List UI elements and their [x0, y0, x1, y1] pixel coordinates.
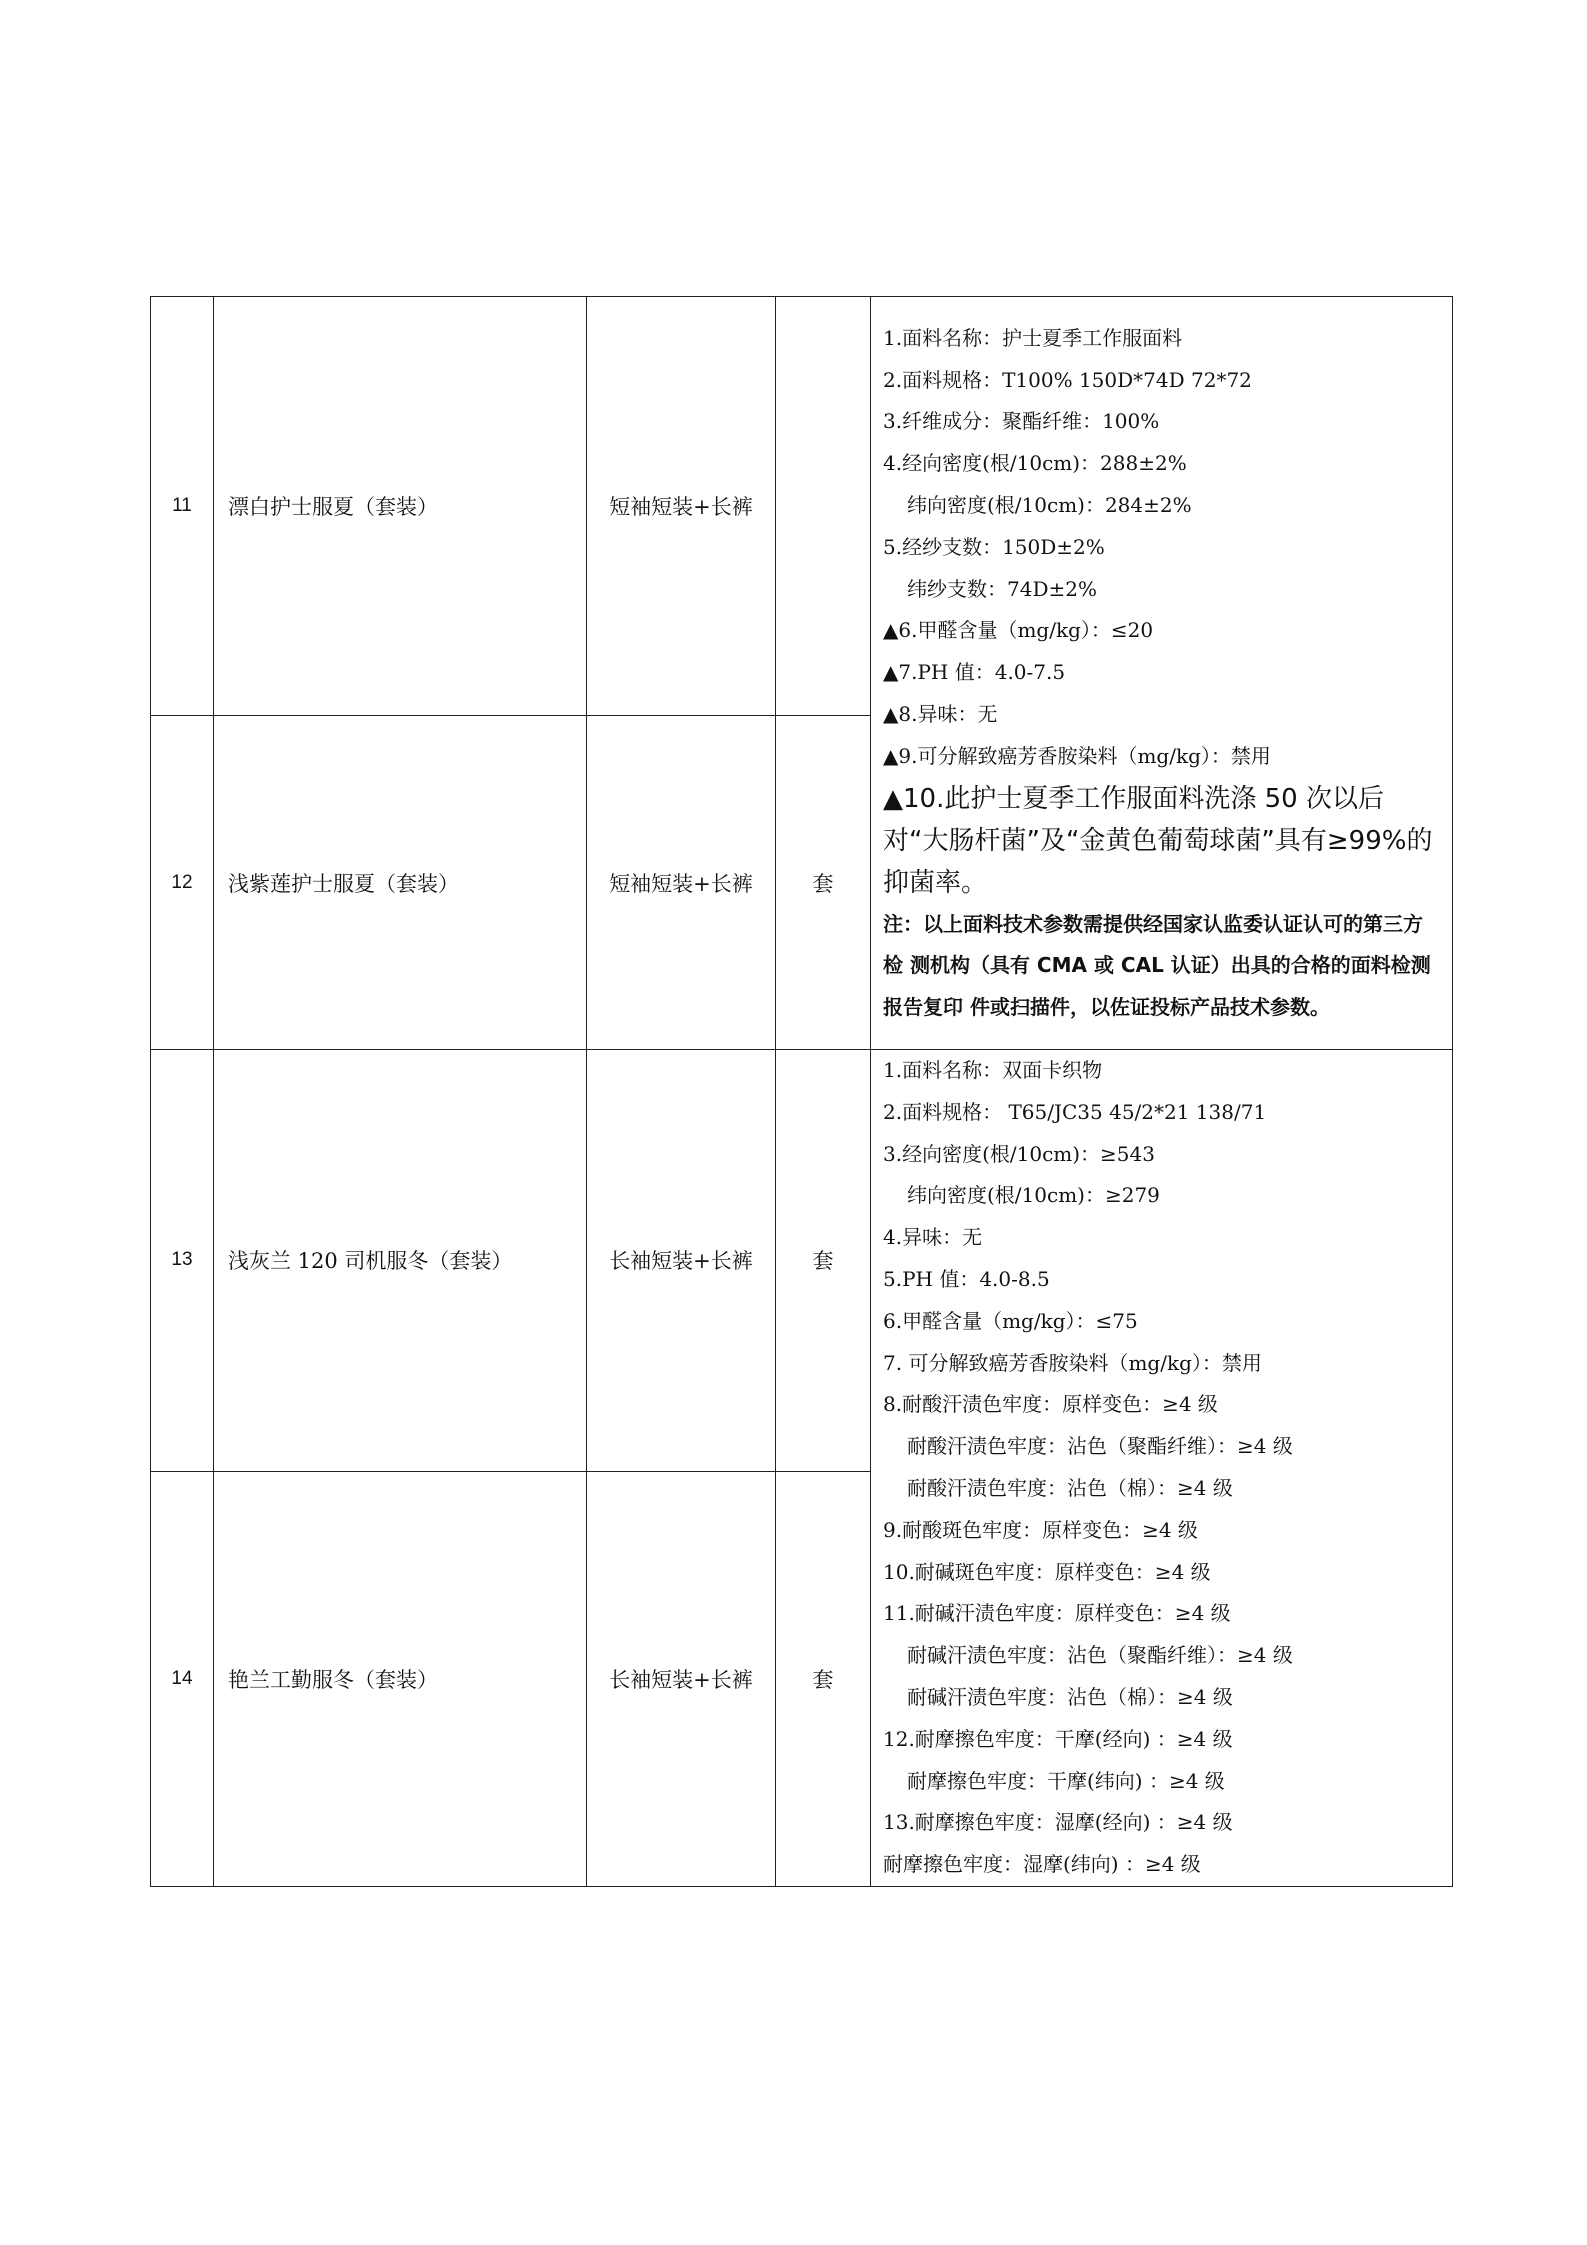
- item-unit: 套: [776, 716, 871, 1050]
- test-report-note: 注：以上面料技术参数需提供经国家认监委认证认可的第三方检 测机构（具有 CMA 或 CAL 认证）出具的合格的面料检测报告复印 件或扫描件，以佐证投标产品技术参数。: [883, 911, 1431, 1019]
- item-name: 浅灰兰 120 司机服冬（套装）: [214, 1050, 587, 1472]
- spec-line: 3.纤维成分：聚酯纤维：100%: [883, 409, 1160, 434]
- spec-cell-summer: [871, 297, 1453, 1050]
- row-number: 11: [151, 297, 214, 716]
- spec-line: 耐酸汗渍色牢度：沾色（棉）：≥4 级: [907, 1475, 1233, 1500]
- spec-line: 8.耐酸汗渍色牢度：原样变色：≥4 级: [883, 1392, 1218, 1417]
- spec-line: 耐碱汗渍色牢度：沾色（棉）：≥4 级: [907, 1684, 1233, 1709]
- table-row: [151, 1050, 1453, 1472]
- spec-line: 纬向密度(根/10cm)：284±2%: [907, 493, 1192, 518]
- spec-line: 1.面料名称：双面卡织物: [883, 1058, 1103, 1082]
- row-number: 12: [151, 716, 214, 1050]
- item-style: 长袖短装+长裤: [587, 1050, 776, 1472]
- item-name: 艳兰工勤服冬（套装）: [214, 1471, 587, 1886]
- spec-line: 2.面料规格：T100% 150D*74D 72*72: [883, 367, 1252, 392]
- antibacterial-requirement: ▲10.此护士夏季工作服面料洗涤 50 次以后对“大肠杆菌”及“金黄色葡萄球菌”具有≥99%的抑菌率。: [883, 783, 1433, 898]
- spec-line: ▲6.甲醛含量（mg/kg）：≤20: [883, 618, 1154, 643]
- spec-line: 13.耐摩擦色牢度：湿摩(经向) ：≥4 级: [883, 1810, 1233, 1835]
- spec-line: 12.耐摩擦色牢度：干摩(经向) ：≥4 级: [883, 1726, 1233, 1751]
- item-unit: 套: [776, 1050, 871, 1472]
- spec-line: 3.经向密度(根/10cm)：≥543: [883, 1141, 1155, 1166]
- row-number: 14: [151, 1471, 214, 1886]
- item-name: 浅紫莲护士服夏（套装）: [214, 716, 587, 1050]
- item-unit: 套: [776, 1471, 871, 1886]
- spec-line: 7. 可分解致癌芳香胺染料（mg/kg）：禁用: [883, 1350, 1262, 1375]
- item-style: 短袖短装+长裤: [587, 716, 776, 1050]
- spec-line: 耐酸汗渍色牢度：沾色（聚酯纤维）：≥4 级: [907, 1434, 1293, 1459]
- spec-line: 纬纱支数：74D±2%: [907, 576, 1097, 601]
- spec-line: 5.PH 值：4.0-8.5: [883, 1266, 1050, 1291]
- item-style: 短袖短装+长裤: [587, 297, 776, 716]
- spec-line: 耐摩擦色牢度：湿摩(纬向) ：≥4 级: [883, 1852, 1201, 1877]
- item-style: 长袖短装+长裤: [587, 1471, 776, 1886]
- spec-line: 11.耐碱汗渍色牢度：原样变色：≥4 级: [883, 1601, 1231, 1626]
- spec-line: ▲8.异味：无: [883, 702, 998, 727]
- spec-table: [150, 296, 1453, 1887]
- table-row: [151, 297, 1453, 716]
- spec-line: ▲9.可分解致癌芳香胺染料（mg/kg）：禁用: [883, 743, 1271, 768]
- spec-line: 10.耐碱斑色牢度：原样变色：≥4 级: [883, 1559, 1211, 1584]
- item-name: 漂白护士服夏（套装）: [214, 297, 587, 716]
- spec-line: 5.经纱支数：150D±2%: [883, 534, 1105, 559]
- spec-line: 2.面料规格： T65/JC35 45/2*21 138/71: [883, 1099, 1267, 1124]
- spec-line: 纬向密度(根/10cm)：≥279: [907, 1183, 1160, 1208]
- spec-line: 耐碱汗渍色牢度：沾色（聚酯纤维）：≥4 级: [907, 1643, 1293, 1668]
- spec-line: 1.面料名称：护士夏季工作服面料: [883, 325, 1183, 350]
- spec-line: 4.异味：无: [883, 1225, 983, 1250]
- spec-line: 9.耐酸斑色牢度：原样变色：≥4 级: [883, 1517, 1198, 1542]
- spec-line: 4.经向密度(根/10cm)：288±2%: [883, 451, 1187, 476]
- spec-cell-winter: [871, 1050, 1453, 1887]
- spec-line: ▲7.PH 值：4.0-7.5: [883, 660, 1066, 685]
- item-unit: [776, 297, 871, 716]
- row-number: 13: [151, 1050, 214, 1472]
- spec-line: 6.甲醛含量（mg/kg）：≤75: [883, 1308, 1138, 1333]
- spec-line: 耐摩擦色牢度：干摩(纬向) ：≥4 级: [907, 1768, 1225, 1793]
